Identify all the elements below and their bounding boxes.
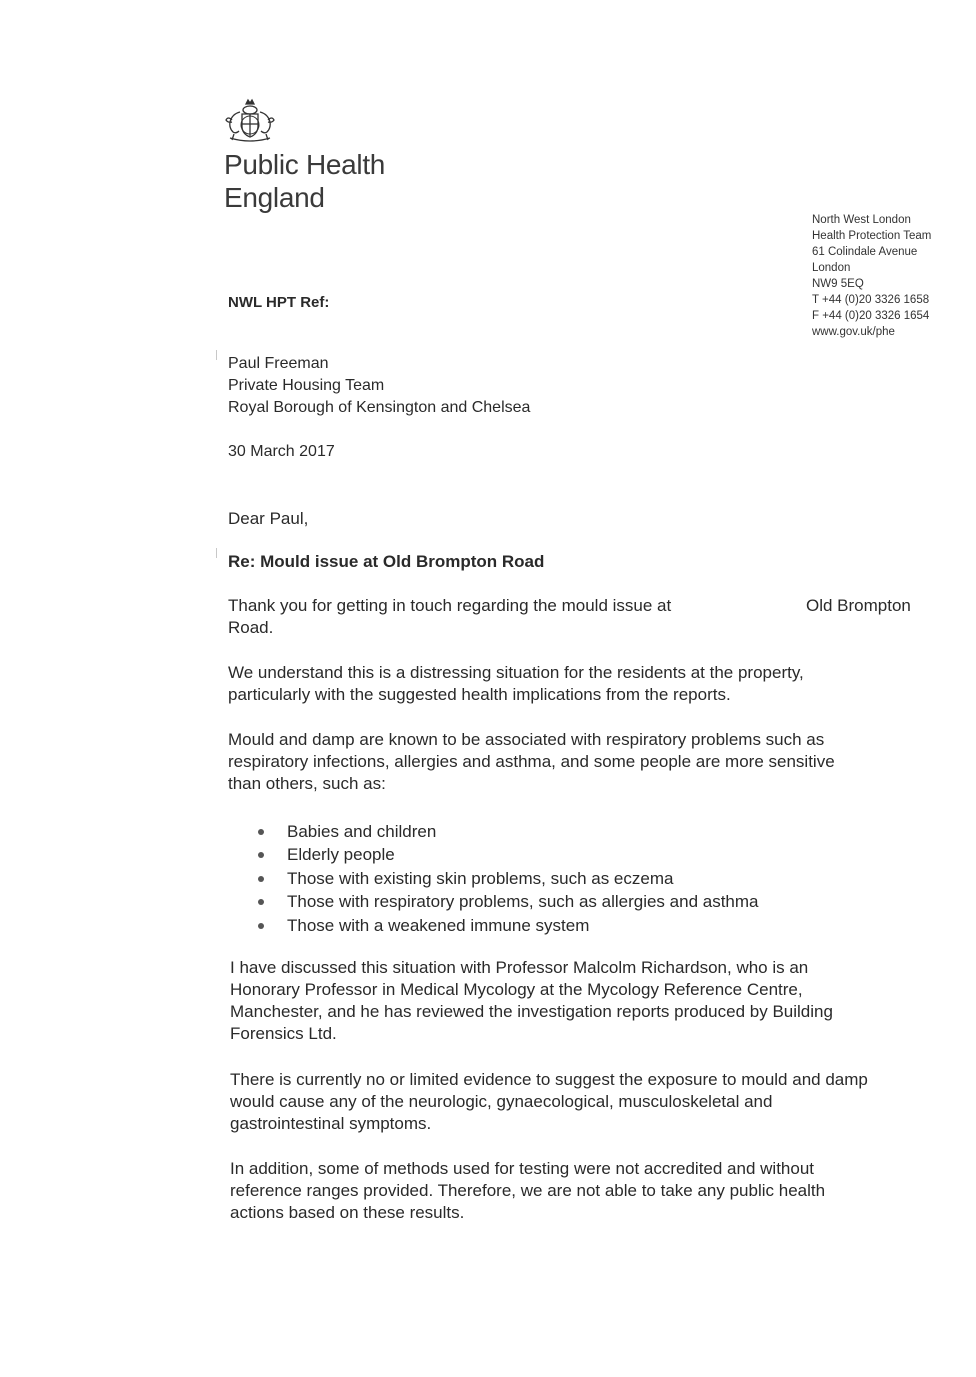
bullet-icon xyxy=(258,852,264,858)
address-line: North West London xyxy=(812,214,911,226)
list-item-text: Babies and children xyxy=(287,822,437,841)
organisation-name-line2: England xyxy=(224,182,325,213)
paragraph-line: than others, such as: xyxy=(228,774,386,793)
salutation: Dear Paul, xyxy=(228,509,309,528)
paragraph-line: We understand this is a distressing situation for the residents at the property, xyxy=(228,663,804,682)
margin-mark xyxy=(216,350,217,360)
sensitive-groups-list xyxy=(256,820,759,937)
paragraph-line: Manchester, and he has reviewed the investigation reports produced by Building xyxy=(230,1002,833,1021)
list-item xyxy=(256,890,759,913)
address-line: 61 Colindale Avenue xyxy=(812,246,918,258)
address-line: NW9 5EQ xyxy=(812,278,864,290)
recipient-block xyxy=(228,353,530,419)
paragraph-line: There is currently no or limited evidence to suggest the exposure to mould and damp xyxy=(230,1070,868,1089)
list-item-text: Those with respiratory problems, such as allergies and asthma xyxy=(287,892,759,912)
bullet-icon xyxy=(258,899,264,905)
paragraph-line: Honorary Professor in Medical Mycology at the Mycology Reference Centre, xyxy=(230,980,803,999)
paragraph-testing-methods xyxy=(230,1158,930,1224)
paragraph-line: would cause any of the neurologic, gynaecological, musculoskeletal and xyxy=(230,1092,773,1111)
list-item xyxy=(256,820,759,843)
paragraph-line: Thank you for getting in touch regarding the mould issue at xyxy=(228,596,672,615)
paragraph-line: Forensics Ltd. xyxy=(230,1024,337,1043)
organisation-name xyxy=(224,148,385,214)
paragraph-line: respiratory infections, allergies and asthma, and some people are more sensitive xyxy=(228,752,835,771)
royal-coat-of-arms-logo xyxy=(222,98,278,144)
paragraph-evidence xyxy=(230,1069,930,1135)
telephone-line: T +44 (0)20 3326 1658 xyxy=(812,294,930,306)
bullet-icon xyxy=(258,876,264,882)
paragraph-line-continuation: Old Brompton xyxy=(806,596,911,615)
subject-line: Re: Mould issue at Old Brompton Road xyxy=(228,552,545,571)
website-line: www.gov.uk/phe xyxy=(812,326,895,338)
letter-date: 30 March 2017 xyxy=(228,443,335,460)
recipient-name: Paul Freeman xyxy=(228,355,329,372)
recipient-organisation: Royal Borough of Kensington and Chelsea xyxy=(228,399,531,416)
paragraph-line: actions based on these results. xyxy=(230,1203,465,1222)
paragraph-line: particularly with the suggested health implications from the reports. xyxy=(228,685,731,704)
margin-mark xyxy=(216,548,217,558)
reference-label: NWL HPT Ref: xyxy=(228,294,330,311)
recipient-team: Private Housing Team xyxy=(228,377,385,394)
list-item-text: Those with existing skin problems, such as eczema xyxy=(287,868,674,888)
paragraph-line: In addition, some of methods used for testing were not accredited and without xyxy=(230,1159,815,1178)
sender-address-block xyxy=(812,212,931,340)
organisation-name-line1: Public Health xyxy=(224,149,386,180)
paragraph-professor-review xyxy=(230,957,930,1045)
list-item xyxy=(256,867,759,890)
paragraph-line: reference ranges provided. Therefore, we are not able to take any public health xyxy=(230,1181,826,1200)
list-item xyxy=(256,843,759,866)
list-item-text: Those with a weakened immune system xyxy=(287,915,590,935)
bullet-icon xyxy=(258,923,264,929)
address-line: London xyxy=(812,262,851,274)
paragraph-distress xyxy=(228,662,928,706)
paragraph-line: Mould and damp are known to be associated with respiratory problems such as xyxy=(228,730,825,749)
fax-line: F +44 (0)20 3326 1654 xyxy=(812,310,930,322)
bullet-icon xyxy=(258,829,264,835)
paragraph-line: Road. xyxy=(228,618,274,637)
paragraph-health-risks xyxy=(228,729,928,795)
paragraph-line: gastrointestinal symptoms. xyxy=(230,1114,432,1133)
list-item-text: Elderly people xyxy=(287,845,395,865)
list-item xyxy=(256,914,759,937)
address-line: Health Protection Team xyxy=(812,230,932,242)
paragraph-line: I have discussed this situation with Professor Malcolm Richardson, who is an xyxy=(230,958,809,977)
